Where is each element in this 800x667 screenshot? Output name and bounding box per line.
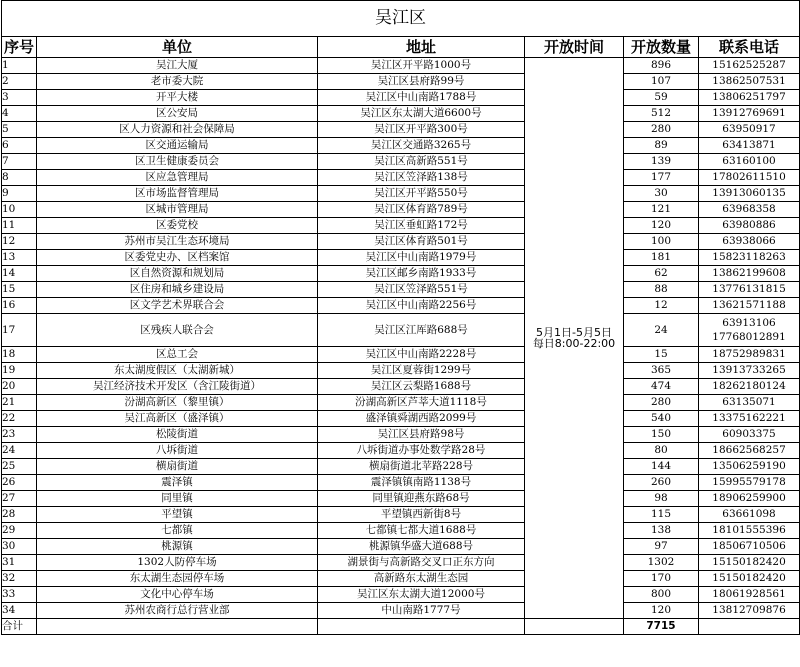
cell-seq: 3 xyxy=(2,90,37,106)
table-row xyxy=(2,90,800,106)
phone-number: 13806251797 xyxy=(712,91,786,104)
header-unit: 单位 xyxy=(37,37,318,58)
cell-seq: 33 xyxy=(2,587,37,603)
cell-capacity: 120 xyxy=(624,603,699,619)
phone-number: 13913733265 xyxy=(712,364,786,377)
cell-unit: 文化中心停车场 xyxy=(37,587,318,603)
cell-phone xyxy=(699,475,800,491)
table-row xyxy=(2,363,800,379)
cell-unit: 区自然资源和规划局 xyxy=(37,266,318,282)
cell-capacity: 120 xyxy=(624,218,699,234)
table-row xyxy=(2,186,800,202)
cell-address: 吴江区中山南路2256号 xyxy=(318,298,525,314)
table-row xyxy=(2,202,800,218)
cell-capacity: 100 xyxy=(624,234,699,250)
phone-number: 18662568257 xyxy=(712,444,786,457)
cell-phone xyxy=(699,395,800,411)
cell-seq: 30 xyxy=(2,539,37,555)
table-row xyxy=(2,298,800,314)
phone-number: 63661098 xyxy=(722,508,776,521)
cell-seq: 31 xyxy=(2,555,37,571)
cell-phone xyxy=(699,587,800,603)
cell-address: 吴江区县府路98号 xyxy=(318,427,525,443)
phone-number: 15162525287 xyxy=(712,59,786,72)
table-row xyxy=(2,106,800,122)
phone-number: 13913060135 xyxy=(712,187,786,200)
table-row xyxy=(2,266,800,282)
cell-capacity: 15 xyxy=(624,347,699,363)
cell-address: 吴江区邮乡南路1933号 xyxy=(318,266,525,282)
cell-open-time xyxy=(525,58,624,619)
total-row xyxy=(2,619,800,635)
phone-number: 18506710506 xyxy=(712,540,786,553)
total-blank-address xyxy=(318,619,525,635)
table-row xyxy=(2,170,800,186)
cell-unit: 区人力资源和社会保障局 xyxy=(37,122,318,138)
cell-seq: 20 xyxy=(2,379,37,395)
cell-unit: 区委党校 xyxy=(37,218,318,234)
cell-capacity: 280 xyxy=(624,395,699,411)
cell-phone xyxy=(699,443,800,459)
phone-number: 13506259190 xyxy=(712,460,786,473)
phone-number: 13862199608 xyxy=(712,267,786,280)
cell-unit: 八坼街道 xyxy=(37,443,318,459)
table-row xyxy=(2,443,800,459)
table-row xyxy=(2,74,800,90)
cell-unit: 区交通运输局 xyxy=(37,138,318,154)
cell-address: 八坼街道办事处数学路28号 xyxy=(318,443,525,459)
cell-address: 横扇街道北苹路228号 xyxy=(318,459,525,475)
cell-capacity: 89 xyxy=(624,138,699,154)
phone-number: 15995579178 xyxy=(712,476,786,489)
cell-seq: 24 xyxy=(2,443,37,459)
cell-capacity: 30 xyxy=(624,186,699,202)
cell-unit: 区应急管理局 xyxy=(37,170,318,186)
cell-address: 吴江区高新路551号 xyxy=(318,154,525,170)
cell-address: 吴江区开平路1000号 xyxy=(318,58,525,74)
cell-seq: 25 xyxy=(2,459,37,475)
table-title: 吴江区 xyxy=(2,1,800,37)
cell-phone xyxy=(699,138,800,154)
cell-seq: 6 xyxy=(2,138,37,154)
cell-phone xyxy=(699,154,800,170)
header-row xyxy=(2,37,800,58)
cell-address: 吴江区开平路550号 xyxy=(318,186,525,202)
cell-unit: 老市委大院 xyxy=(37,74,318,90)
table-row xyxy=(2,587,800,603)
phone-number: 18752989831 xyxy=(712,348,786,361)
cell-seq: 32 xyxy=(2,571,37,587)
phone-number: 18101555396 xyxy=(712,524,786,537)
cell-phone xyxy=(699,347,800,363)
cell-seq: 27 xyxy=(2,491,37,507)
cell-seq: 34 xyxy=(2,603,37,619)
cell-phone xyxy=(699,314,800,347)
cell-phone xyxy=(699,298,800,314)
cell-seq: 15 xyxy=(2,282,37,298)
cell-address: 汾湖高新区芦莘大道1118号 xyxy=(318,395,525,411)
cell-unit: 东太湖生态园停车场 xyxy=(37,571,318,587)
phone-number: 63938066 xyxy=(722,235,776,248)
header-address: 地址 xyxy=(318,37,525,58)
cell-capacity: 80 xyxy=(624,443,699,459)
cell-address: 吴江区东太湖大道12000号 xyxy=(318,587,525,603)
cell-seq: 17 xyxy=(2,314,37,347)
cell-address: 中山南路1777号 xyxy=(318,603,525,619)
cell-address: 吴江区体育路789号 xyxy=(318,202,525,218)
cell-capacity: 62 xyxy=(624,266,699,282)
phone-number: 13912769691 xyxy=(712,107,786,120)
cell-address: 吴江区垂虹路172号 xyxy=(318,218,525,234)
cell-capacity: 88 xyxy=(624,282,699,298)
cell-capacity: 170 xyxy=(624,571,699,587)
cell-seq: 7 xyxy=(2,154,37,170)
cell-phone xyxy=(699,539,800,555)
open-dates: 5月1日-5月5日 xyxy=(536,326,612,339)
cell-unit: 苏州市吴江生态环境局 xyxy=(37,234,318,250)
cell-unit: 开平大楼 xyxy=(37,90,318,106)
cell-unit: 区住房和城乡建设局 xyxy=(37,282,318,298)
cell-address: 吴江区中山南路1979号 xyxy=(318,250,525,266)
cell-address: 吴江区中山南路2228号 xyxy=(318,347,525,363)
table-row xyxy=(2,154,800,170)
cell-unit: 苏州农商行总行营业部 xyxy=(37,603,318,619)
phone-number: 17768012891 xyxy=(712,331,786,343)
cell-seq: 11 xyxy=(2,218,37,234)
cell-phone xyxy=(699,459,800,475)
header-capacity: 开放数量 xyxy=(624,37,699,58)
cell-seq: 19 xyxy=(2,363,37,379)
cell-phone xyxy=(699,427,800,443)
cell-seq: 5 xyxy=(2,122,37,138)
cell-phone xyxy=(699,507,800,523)
cell-address: 同里镇迎燕东路68号 xyxy=(318,491,525,507)
phone-number: 15150182420 xyxy=(712,572,786,585)
table-row xyxy=(2,282,800,298)
table-row xyxy=(2,459,800,475)
cell-phone xyxy=(699,555,800,571)
cell-unit: 区卫生健康委员会 xyxy=(37,154,318,170)
cell-capacity: 138 xyxy=(624,523,699,539)
cell-phone xyxy=(699,571,800,587)
cell-capacity: 365 xyxy=(624,363,699,379)
table-row xyxy=(2,571,800,587)
cell-phone xyxy=(699,90,800,106)
cell-address: 七都镇七都大道1688号 xyxy=(318,523,525,539)
table-row xyxy=(2,395,800,411)
total-value: 7715 xyxy=(624,619,699,635)
cell-address: 震泽镇镇南路1138号 xyxy=(318,475,525,491)
cell-unit: 震泽镇 xyxy=(37,475,318,491)
cell-address: 湖景街与高新路交叉口正东方向 xyxy=(318,555,525,571)
cell-capacity: 280 xyxy=(624,122,699,138)
cell-seq: 12 xyxy=(2,234,37,250)
phone-number: 15823118263 xyxy=(712,251,786,264)
phone-number: 63913106 xyxy=(722,316,776,329)
cell-unit: 区市场监督管理局 xyxy=(37,186,318,202)
table-row xyxy=(2,427,800,443)
cell-seq: 16 xyxy=(2,298,37,314)
cell-capacity: 150 xyxy=(624,427,699,443)
cell-phone xyxy=(699,58,800,74)
cell-capacity: 1302 xyxy=(624,555,699,571)
cell-seq: 4 xyxy=(2,106,37,122)
cell-unit: 区城市管理局 xyxy=(37,202,318,218)
phone-number: 17802611510 xyxy=(712,171,786,184)
cell-phone xyxy=(699,170,800,186)
table-row xyxy=(2,555,800,571)
phone-number: 63980886 xyxy=(722,219,776,232)
cell-capacity: 139 xyxy=(624,154,699,170)
table-row xyxy=(2,491,800,507)
cell-unit: 区委党史办、区档案馆 xyxy=(37,250,318,266)
cell-unit: 区文学艺术界联合会 xyxy=(37,298,318,314)
cell-capacity: 896 xyxy=(624,58,699,74)
cell-capacity: 59 xyxy=(624,90,699,106)
table-row xyxy=(2,122,800,138)
cell-seq: 22 xyxy=(2,411,37,427)
phone-number: 18061928561 xyxy=(712,588,786,601)
cell-phone xyxy=(699,363,800,379)
cell-seq: 26 xyxy=(2,475,37,491)
cell-unit: 桃源镇 xyxy=(37,539,318,555)
cell-unit: 七都镇 xyxy=(37,523,318,539)
phone-number: 13375162221 xyxy=(712,412,786,425)
cell-unit: 东太湖度假区（太湖新城） xyxy=(37,363,318,379)
cell-seq: 29 xyxy=(2,523,37,539)
table-row xyxy=(2,314,800,347)
cell-unit: 吴江经济技术开发区（含江陵街道） xyxy=(37,379,318,395)
table-row xyxy=(2,379,800,395)
cell-unit: 吴江大厦 xyxy=(37,58,318,74)
table-row xyxy=(2,234,800,250)
cell-phone xyxy=(699,106,800,122)
phone-number: 18262180124 xyxy=(712,380,786,393)
cell-seq: 1 xyxy=(2,58,37,74)
phone-number: 60903375 xyxy=(722,428,776,441)
cell-capacity: 12 xyxy=(624,298,699,314)
cell-phone xyxy=(699,282,800,298)
cell-address: 吴江区开平路300号 xyxy=(318,122,525,138)
phone-number: 63160100 xyxy=(722,155,776,168)
cell-seq: 18 xyxy=(2,347,37,363)
table-row xyxy=(2,250,800,266)
table-row xyxy=(2,523,800,539)
phone-number: 63413871 xyxy=(722,139,776,152)
cell-unit: 1302人防停车场 xyxy=(37,555,318,571)
cell-seq: 14 xyxy=(2,266,37,282)
total-label: 合计 xyxy=(2,619,37,635)
cell-address: 吴江区笠泽路551号 xyxy=(318,282,525,298)
cell-phone xyxy=(699,74,800,90)
cell-unit: 平望镇 xyxy=(37,507,318,523)
cell-seq: 8 xyxy=(2,170,37,186)
header-open-time: 开放时间 xyxy=(525,37,624,58)
header-seq: 序号 xyxy=(2,37,37,58)
phone-number: 63135071 xyxy=(722,396,776,409)
cell-capacity: 260 xyxy=(624,475,699,491)
cell-seq: 2 xyxy=(2,74,37,90)
phone-number: 63950917 xyxy=(722,123,776,136)
cell-address: 吴江区云梨路1688号 xyxy=(318,379,525,395)
cell-phone xyxy=(699,411,800,427)
phone-number: 15150182420 xyxy=(712,556,786,569)
cell-capacity: 177 xyxy=(624,170,699,186)
cell-phone xyxy=(699,234,800,250)
cell-unit: 区残疾人联合会 xyxy=(37,314,318,347)
total-blank-unit xyxy=(37,619,318,635)
cell-address: 盛泽镇舜湖西路2099号 xyxy=(318,411,525,427)
cell-capacity: 144 xyxy=(624,459,699,475)
cell-unit: 松陵街道 xyxy=(37,427,318,443)
cell-capacity: 540 xyxy=(624,411,699,427)
table-row xyxy=(2,58,800,74)
cell-address: 高新路东太湖生态园 xyxy=(318,571,525,587)
cell-phone xyxy=(699,491,800,507)
cell-unit: 横扇街道 xyxy=(37,459,318,475)
phone-number: 63968358 xyxy=(722,203,776,216)
cell-address: 吴江区江厍路688号 xyxy=(318,314,525,347)
cell-phone xyxy=(699,250,800,266)
table-row xyxy=(2,347,800,363)
cell-phone xyxy=(699,122,800,138)
cell-unit: 区公安局 xyxy=(37,106,318,122)
cell-phone xyxy=(699,186,800,202)
table-row xyxy=(2,475,800,491)
table-row xyxy=(2,218,800,234)
cell-seq: 10 xyxy=(2,202,37,218)
cell-unit: 吴江高新区（盛泽镇） xyxy=(37,411,318,427)
cell-phone xyxy=(699,202,800,218)
cell-address: 吴江区笠泽路138号 xyxy=(318,170,525,186)
cell-capacity: 107 xyxy=(624,74,699,90)
cell-seq: 13 xyxy=(2,250,37,266)
cell-capacity: 181 xyxy=(624,250,699,266)
cell-unit: 同里镇 xyxy=(37,491,318,507)
phone-number: 13776131815 xyxy=(712,283,786,296)
cell-phone xyxy=(699,218,800,234)
table-row xyxy=(2,411,800,427)
cell-address: 吴江区体育路501号 xyxy=(318,234,525,250)
phone-number: 18906259900 xyxy=(712,492,786,505)
total-blank-time xyxy=(525,619,624,635)
cell-seq: 23 xyxy=(2,427,37,443)
cell-capacity: 97 xyxy=(624,539,699,555)
cell-phone xyxy=(699,523,800,539)
parking-table xyxy=(1,0,800,635)
cell-capacity: 800 xyxy=(624,587,699,603)
cell-phone xyxy=(699,603,800,619)
cell-unit: 汾湖高新区（黎里镇） xyxy=(37,395,318,411)
cell-seq: 21 xyxy=(2,395,37,411)
cell-address: 吴江区交通路3265号 xyxy=(318,138,525,154)
cell-capacity: 115 xyxy=(624,507,699,523)
table-row xyxy=(2,138,800,154)
cell-phone xyxy=(699,379,800,395)
title-row xyxy=(2,1,800,37)
cell-address: 吴江区东太湖大道6600号 xyxy=(318,106,525,122)
cell-capacity: 121 xyxy=(624,202,699,218)
phone-number: 13621571188 xyxy=(712,299,786,312)
cell-seq: 9 xyxy=(2,186,37,202)
open-hours: 每日8:00-22:00 xyxy=(532,337,616,350)
cell-unit: 区总工会 xyxy=(37,347,318,363)
cell-phone xyxy=(699,266,800,282)
phone-number: 13812709876 xyxy=(712,604,786,617)
table-row xyxy=(2,539,800,555)
header-phone: 联系电话 xyxy=(699,37,800,58)
table-row xyxy=(2,603,800,619)
cell-capacity: 24 xyxy=(624,314,699,347)
cell-address: 吴江区县府路99号 xyxy=(318,74,525,90)
cell-address: 吴江区中山南路1788号 xyxy=(318,90,525,106)
cell-capacity: 512 xyxy=(624,106,699,122)
cell-address: 平望镇西新街8号 xyxy=(318,507,525,523)
total-blank-phone xyxy=(699,619,800,635)
cell-seq: 28 xyxy=(2,507,37,523)
cell-capacity: 474 xyxy=(624,379,699,395)
cell-capacity: 98 xyxy=(624,491,699,507)
table-row xyxy=(2,507,800,523)
phone-number: 13862507531 xyxy=(712,75,786,88)
cell-address: 桃源镇华盛大道688号 xyxy=(318,539,525,555)
cell-address: 吴江区夏蓉街1299号 xyxy=(318,363,525,379)
